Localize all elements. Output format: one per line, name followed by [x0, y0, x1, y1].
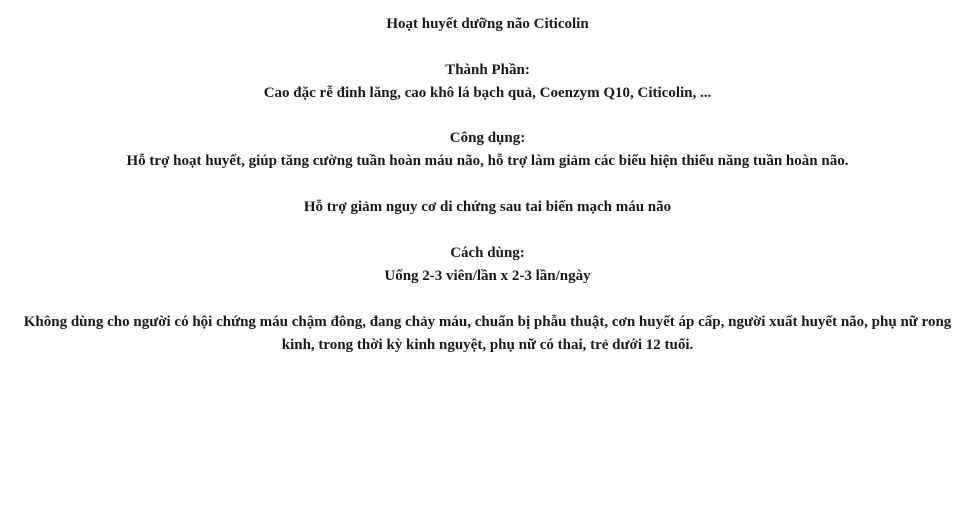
product-title: Hoạt huyết dưỡng não Citicolin	[386, 16, 589, 32]
uses-text: Hỗ trợ hoạt huyết, giúp tăng cường tuần hoàn máu não, hỗ trợ làm giảm các biểu hiện thiểu năng tuần hoàn não.	[126, 153, 849, 169]
warning-text-line-2: kinh, trong thời kỳ kinh nguyệt, phụ nữ có thai, trẻ dưới 12 tuổi.	[281, 337, 694, 353]
uses-heading: Công dụng:	[449, 130, 526, 146]
warning-text-line-1: Không dùng cho người có hội chứng máu chậm đông, đang chảy máu, chuẩn bị phẫu thuật, cơn huyết áp cấp, người xuất huyết não, phụ nữ rong	[23, 314, 952, 330]
dosage-heading: Cách dùng:	[450, 245, 525, 261]
dosage-text: Uống 2-3 viên/lần x 2-3 lần/ngày	[384, 268, 591, 284]
ingredients-heading: Thành Phần:	[445, 62, 530, 78]
uses-extra-text: Hỗ trợ giảm nguy cơ di chứng sau tai biến mạch máu não	[303, 199, 672, 215]
ingredients-text: Cao đặc rễ đinh lăng, cao khô lá bạch quả, Coenzym Q10, Citicolin, ...	[263, 85, 712, 101]
